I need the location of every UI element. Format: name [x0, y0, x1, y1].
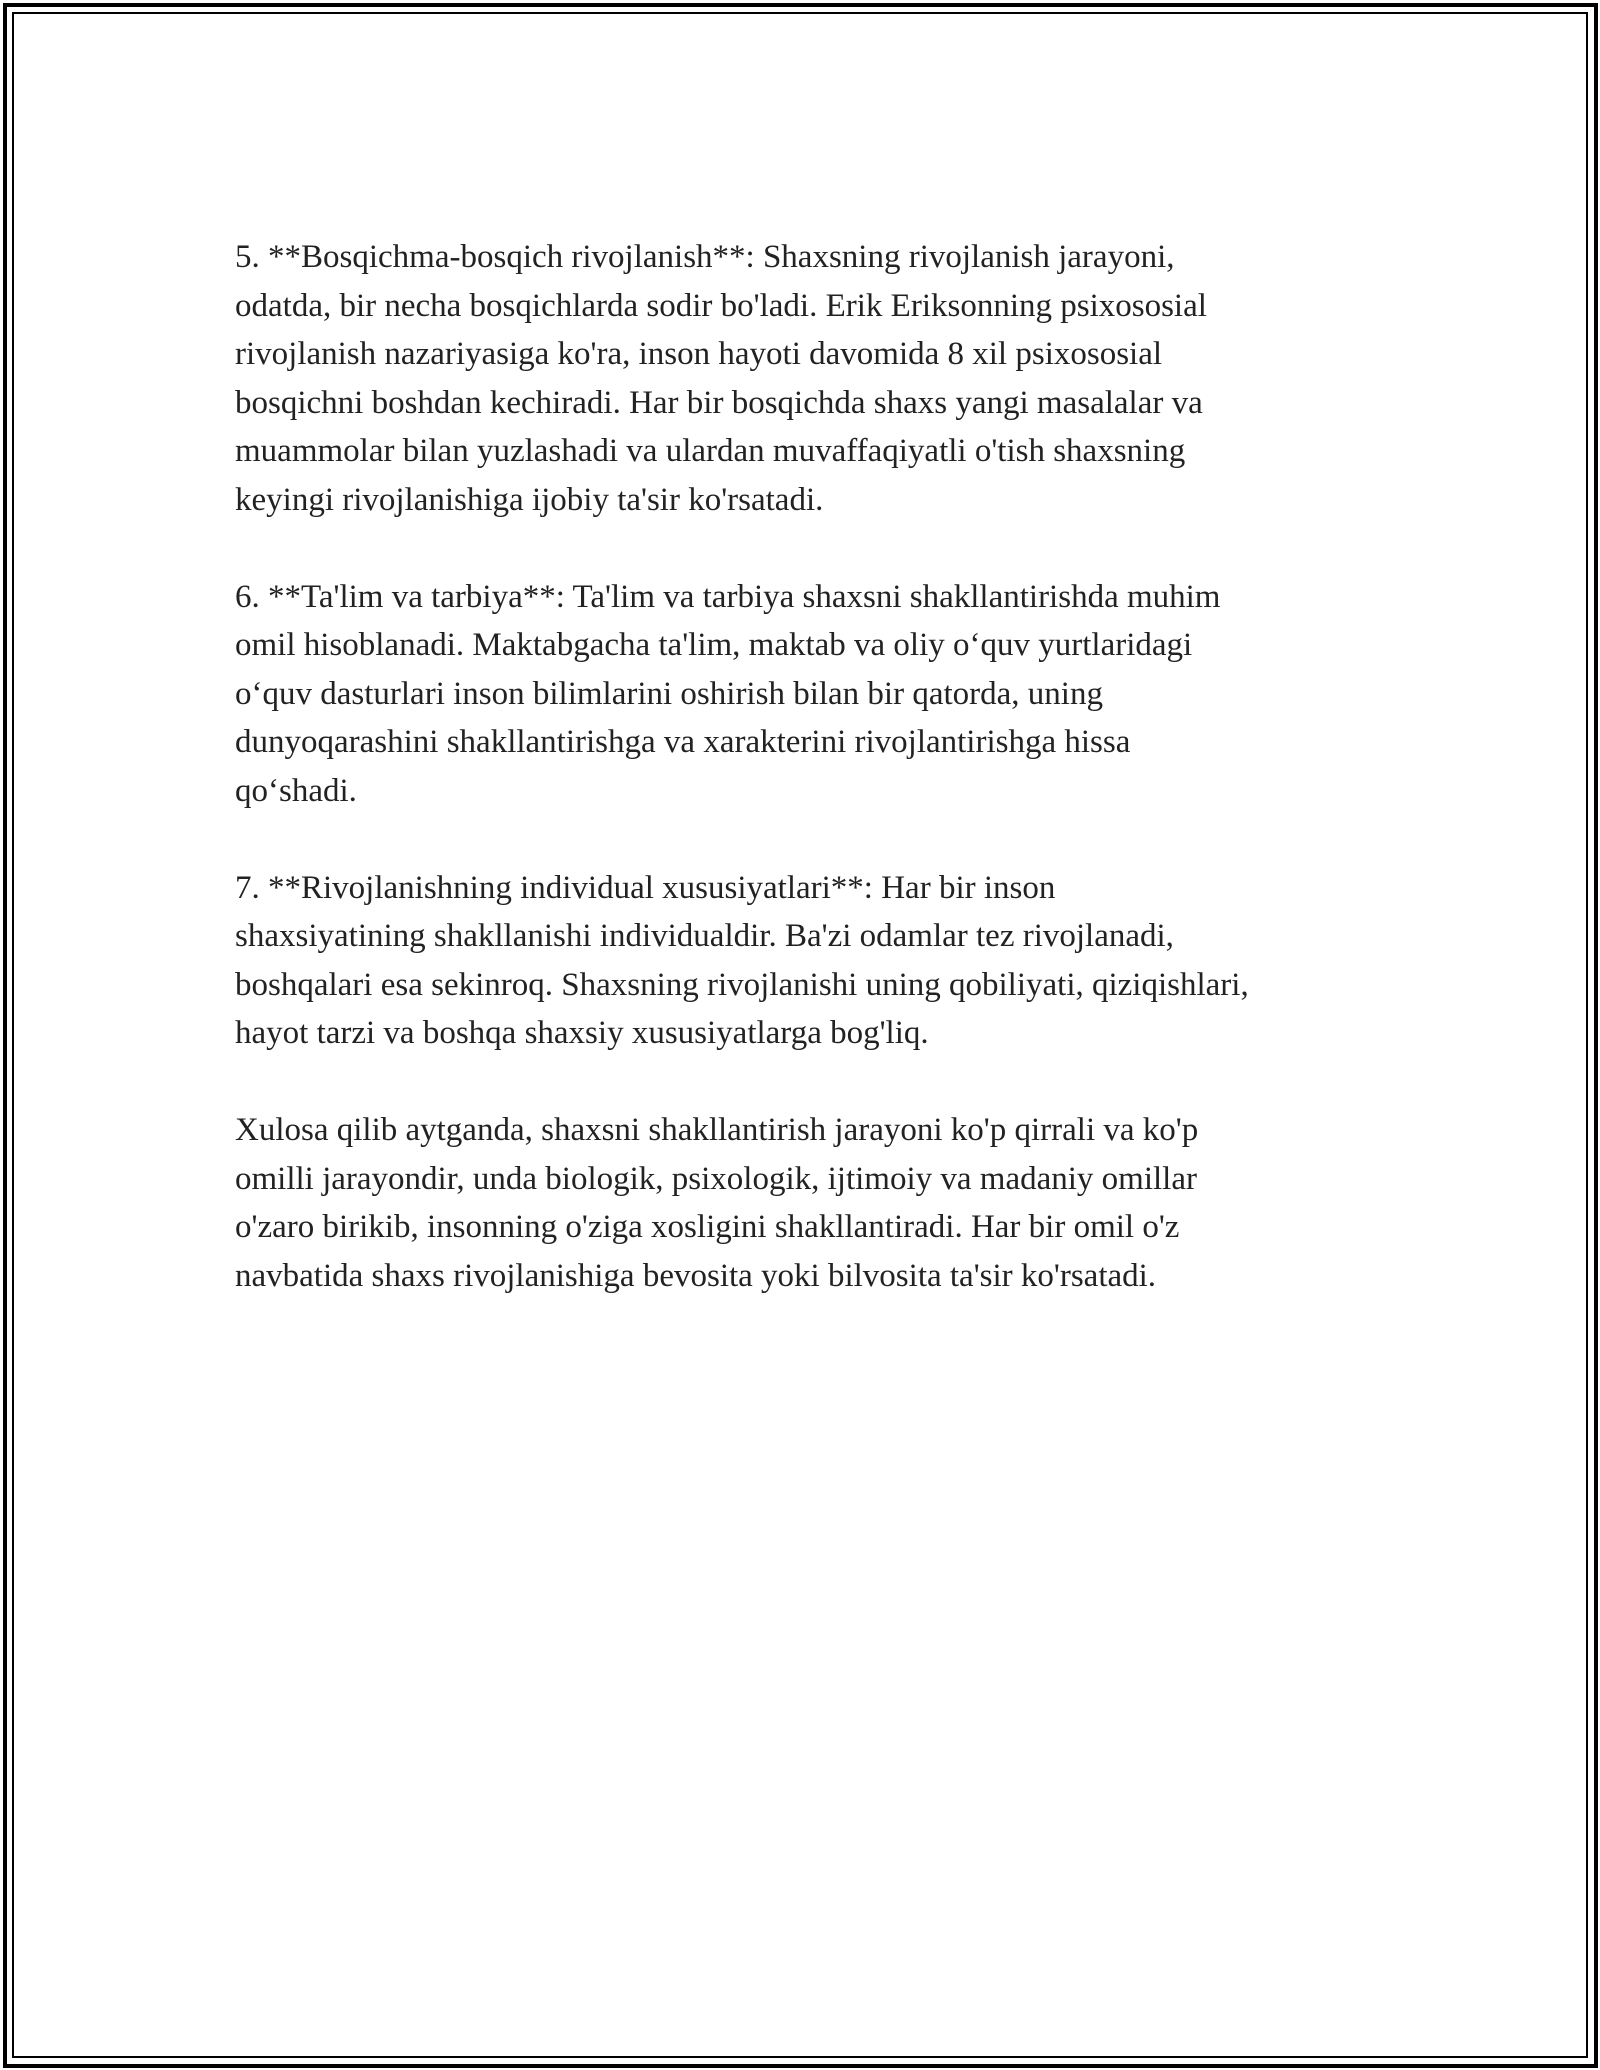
text-line: o'zaro birikib, insonning o'ziga xosligini shakllantiradi. Har bir omil o'z — [235, 1209, 1180, 1245]
text-line: qo‘shadi. — [235, 772, 357, 809]
paragraph-developmental-stages — [235, 233, 1395, 524]
paragraph-individual-traits — [235, 864, 1395, 1058]
text-line: Xulosa qilib aytganda, shaxsni shakllantirish jarayoni ko'p qirrali va ko'p — [235, 1112, 1199, 1148]
paragraph-conclusion — [235, 1106, 1395, 1300]
text-line: bosqichni boshdan kechiradi. Har bir bosqichda shaxs yangi masalalar va — [235, 384, 1203, 421]
text-line: navbatida shaxs rivojlanishiga bevosita yoki bilvosita ta'sir ko'rsatadi. — [235, 1257, 1157, 1294]
text-line: hayot tarzi va boshqa shaxsiy xususiyatlarga bog'liq. — [235, 1015, 929, 1051]
text-line: muammolar bilan yuzlashadi va ulardan muvaffaqiyatli o'tish shaxsning — [235, 433, 1186, 469]
text-line: 7. **Rivojlanishning individual xususiyatlari**: Har bir inson — [235, 869, 1056, 906]
text-line: dunyoqarashini shakllantirishga va xarakterini rivojlantirishga hissa — [235, 724, 1131, 760]
text-line: o‘quv dasturlari inson bilimlarini oshirish bilan bir qatorda, uning — [235, 675, 1103, 712]
text-line: 6. **Ta'lim va tarbiya**: Ta'lim va tarbiya shaxsni shakllantirishda muhim — [235, 578, 1221, 615]
document-body — [235, 233, 1395, 1349]
text-line: odatda, bir necha bosqichlarda sodir bo'ladi. Erik Eriksonning psixososial — [235, 287, 1207, 324]
text-line: omilli jarayondir, unda biologik, psixologik, ijtimoiy va madaniy omillar — [235, 1160, 1197, 1197]
text-line: keyingi rivojlanishiga ijobiy ta'sir ko'rsatadi. — [235, 481, 824, 518]
text-line: rivojlanish nazariyasiga ko'ra, inson hayoti davomida 8 xil psixososial — [235, 336, 1163, 372]
text-line: 5. **Bosqichma-bosqich rivojlanish**: Shaxsning rivojlanish jarayoni, — [235, 239, 1175, 275]
text-line: shaxsiyatining shakllanishi individualdir. Ba'zi odamlar tez rivojlanadi, — [235, 918, 1174, 954]
paragraph-education — [235, 573, 1395, 816]
text-line: omil hisoblanadi. Maktabgacha ta'lim, maktab va oliy o‘quv yurtlaridagi — [235, 627, 1193, 663]
text-line: boshqalari esa sekinroq. Shaxsning rivojlanishi uning qobiliyati, qiziqishlari, — [235, 966, 1249, 1003]
